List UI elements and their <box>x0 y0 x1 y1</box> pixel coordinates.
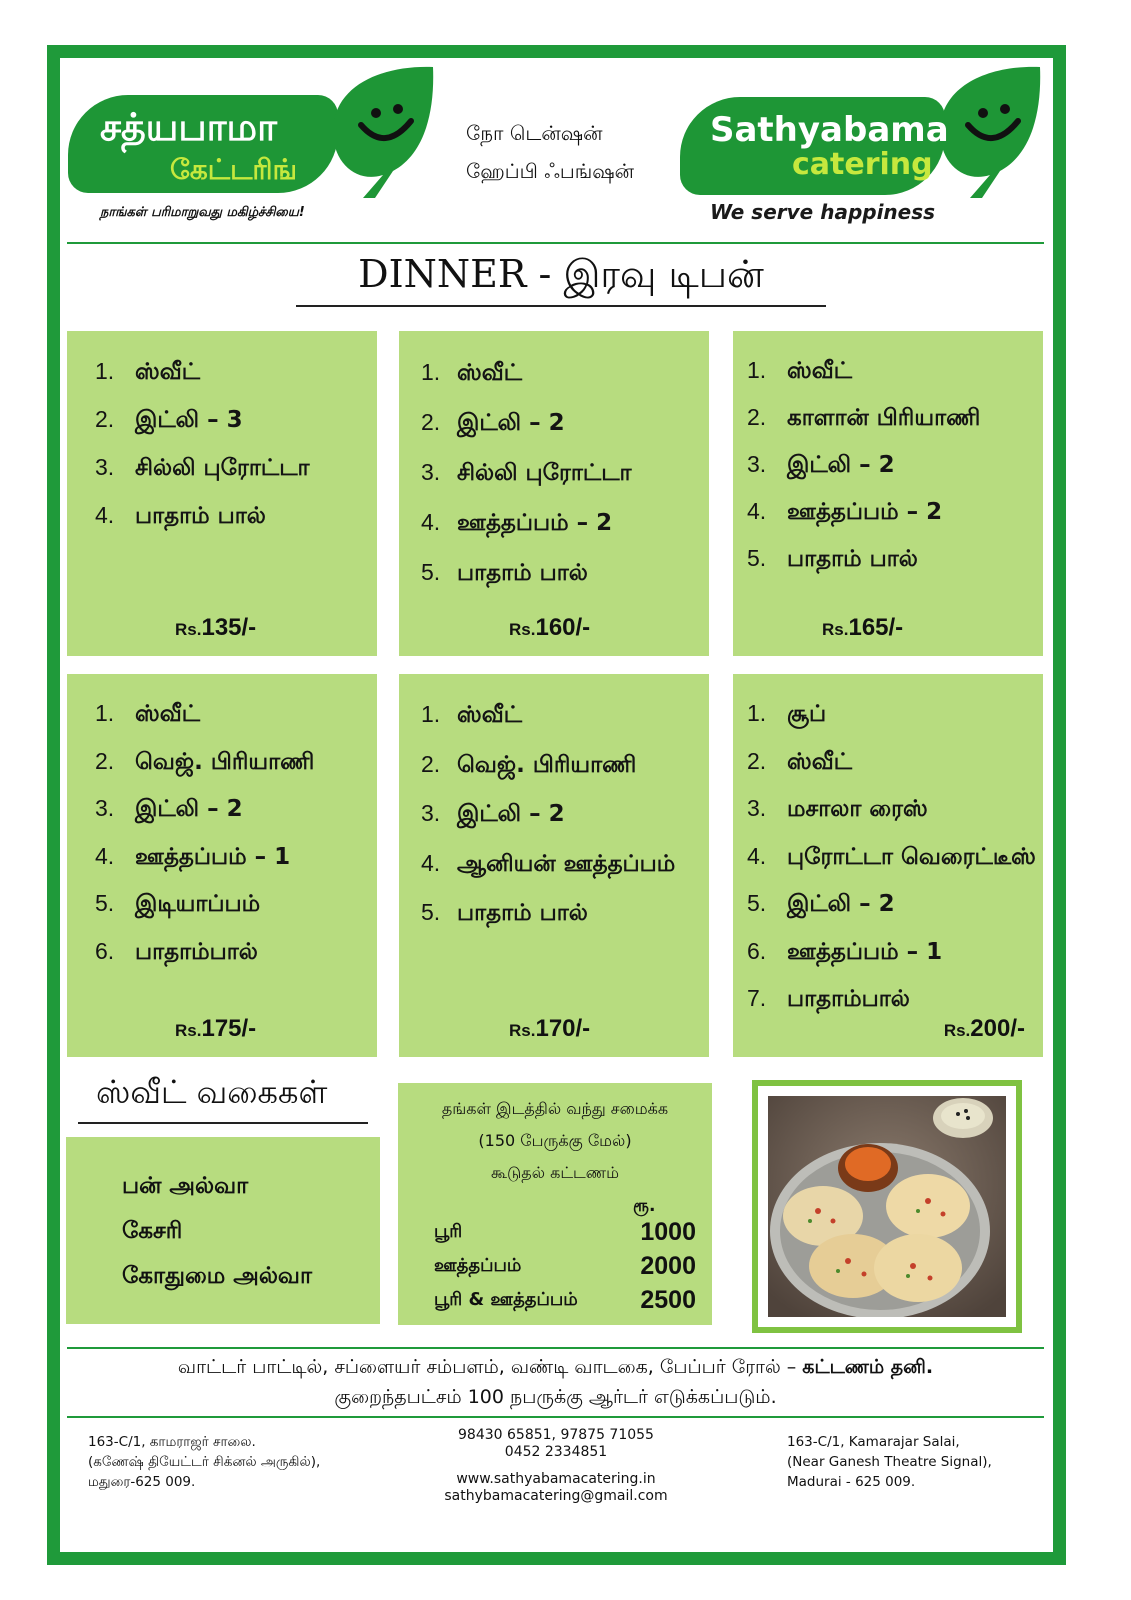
item-number: 2. <box>747 404 767 430</box>
extra-heading-line3: கூடுதல் கட்டணம் <box>490 1163 620 1182</box>
item-number: 4. <box>747 842 767 869</box>
footer-line: 163-C/1, Kamarajar Salai, <box>787 1434 960 1450</box>
list-item <box>95 491 310 539</box>
footer-website[interactable]: www.sathyabamacatering.in <box>456 1471 656 1487</box>
logo-tamil-name-line1: சத்யபாமா <box>100 105 277 149</box>
footer-contact <box>440 1427 672 1505</box>
list-item <box>747 833 1036 881</box>
price-currency: Rs. <box>943 1021 971 1040</box>
list-item <box>421 497 632 547</box>
list-item <box>421 397 632 447</box>
list-item <box>95 833 314 881</box>
price-value: 175/- <box>201 1015 257 1042</box>
list-item: கோதுமை அல்வா <box>122 1263 312 1289</box>
footer-spacer <box>440 1461 672 1471</box>
table-row <box>434 1283 696 1317</box>
smiley-leaf-icon <box>323 65 438 200</box>
item-name: பாதாம் பால் <box>457 560 588 586</box>
item-name: இட்லி – 2 <box>787 452 895 478</box>
list-item <box>747 394 980 441</box>
notes-line1-emphasis: கட்டணம் தனி. <box>802 1356 934 1378</box>
charge-label: ஊத்தப்பம் <box>434 1254 522 1276</box>
table-row <box>434 1249 696 1283</box>
item-name: இட்லி – 2 <box>457 410 565 436</box>
item-number: 2. <box>95 747 115 774</box>
list-item <box>421 690 675 740</box>
item-number: 2. <box>421 409 441 435</box>
menu-card-items <box>421 347 632 597</box>
logo-english-tagline: We serve happiness <box>710 200 936 224</box>
item-number: 1. <box>95 700 115 726</box>
charge-value: 1000 <box>640 1217 696 1246</box>
item-number: 4. <box>421 849 441 876</box>
extra-heading-line2: (150 பேருக்கு மேல்) <box>478 1131 632 1150</box>
menu-card-items <box>95 347 310 539</box>
item-name: ஸ்வீட் <box>787 748 853 775</box>
price-currency: Rs. <box>175 1021 202 1040</box>
item-name: இட்லி – 2 <box>135 796 243 822</box>
item-number: 4. <box>421 509 441 535</box>
list-item <box>747 441 980 488</box>
footer-phone-landline: 0452 2334851 <box>504 1444 608 1460</box>
list-item <box>95 928 314 976</box>
item-number: 2. <box>421 750 441 777</box>
item-number: 5. <box>421 559 441 585</box>
list-item <box>421 347 632 397</box>
item-number: 3. <box>747 795 767 821</box>
list-item <box>421 740 675 790</box>
menu-card-items <box>421 690 675 938</box>
item-name: புரோட்டா வெரைட்டீஸ் <box>787 843 1036 870</box>
item-number: 1. <box>747 357 767 383</box>
list-item <box>421 888 675 938</box>
menu-card-1 <box>67 331 377 656</box>
item-name: வெஜ். பிரியாணி <box>135 748 315 775</box>
food-photo <box>752 1080 1022 1333</box>
item-name: இட்லி – 2 <box>457 801 565 827</box>
list-item <box>95 347 310 395</box>
price-value: 165/- <box>848 614 904 641</box>
menu-card-price <box>822 614 903 642</box>
extra-charges-heading <box>398 1093 712 1189</box>
list-item <box>747 690 1036 738</box>
item-number: 5. <box>747 890 767 916</box>
menu-card-price <box>944 1015 1025 1043</box>
footer-line: Madurai - 625 009. <box>787 1474 916 1490</box>
item-name: ஊத்தப்பம் – 1 <box>787 938 943 965</box>
item-number: 3. <box>95 795 115 821</box>
item-number: 4. <box>95 842 115 869</box>
header-divider <box>67 242 1044 244</box>
price-currency: Rs. <box>175 620 202 639</box>
menu-title: DINNER - இரவு டிபன் <box>358 252 764 296</box>
item-number: 5. <box>421 899 441 925</box>
menu-card-items <box>95 690 314 975</box>
slogan-line1: நோ டென்ஷன் <box>466 121 603 145</box>
item-number: 2. <box>747 747 767 774</box>
notes-divider <box>67 1347 1044 1349</box>
notes-line2: குறைந்தபட்சம் 100 நபருக்கு ஆர்டர் எடுக்கப்படும். <box>334 1386 777 1408</box>
logo-english <box>680 65 1060 235</box>
item-name: பாதாம்பால் <box>787 986 910 1012</box>
item-name: ஸ்வீட் <box>135 701 201 727</box>
item-number: 2. <box>95 406 115 432</box>
list-item <box>747 928 1036 976</box>
menu-card-price <box>509 1015 590 1043</box>
notes-line1-text: வாட்டர் பாட்டில், சப்ளையர் சம்பளம், வண்டி வாடகை, பேப்பர் ரோல் – <box>177 1356 803 1378</box>
item-name: இட்லி – 3 <box>135 407 243 433</box>
menu-title-underline <box>296 305 826 307</box>
menu-card-price <box>175 1015 256 1043</box>
logo-tamil-name-line2: கேட்டரிங் <box>170 153 298 186</box>
item-name: ஆனியன் ஊத்தப்பம் <box>457 850 676 877</box>
menu-card-6 <box>733 674 1043 1057</box>
item-number: 3. <box>95 454 115 480</box>
price-currency: Rs. <box>509 620 536 639</box>
footer-line: (Near Ganesh Theatre Signal), <box>787 1454 992 1470</box>
menu-card-2 <box>399 331 709 656</box>
slogan <box>466 114 634 190</box>
footer-divider <box>67 1416 1044 1418</box>
item-name: இட்லி – 2 <box>787 891 895 917</box>
extra-heading-line1: தங்கள் இடத்தில் வந்து சமைக்க <box>441 1099 669 1118</box>
item-name: சூப் <box>787 701 827 727</box>
item-name: வெஜ். பிரியாணி <box>457 751 637 778</box>
extra-charges-table <box>434 1215 696 1317</box>
footer-phone-mobile: 98430 65851, 97875 71055 <box>458 1427 654 1443</box>
item-number: 3. <box>421 800 441 826</box>
notes <box>67 1352 1044 1412</box>
table-row <box>434 1215 696 1249</box>
item-number: 3. <box>747 451 767 477</box>
item-number: 7. <box>747 985 767 1011</box>
menu-card-items <box>747 347 980 582</box>
item-name: ஊத்தப்பம் – 1 <box>135 843 291 870</box>
item-number: 3. <box>421 459 441 485</box>
footer-line: (கணேஷ் தியேட்டர் சிக்னல் அருகில்), <box>88 1454 321 1470</box>
item-name: ஸ்வீட் <box>457 360 523 386</box>
slogan-line2: ஹேப்பி ஃபங்ஷன் <box>466 159 635 183</box>
menu-card-items <box>747 690 1036 1023</box>
charge-value: 2000 <box>640 1251 696 1280</box>
item-name: பாதாம் பால் <box>787 546 918 572</box>
list-item <box>747 347 980 394</box>
charge-label: பூரி <box>434 1220 463 1242</box>
price-value: 160/- <box>535 614 591 641</box>
item-name: ஸ்வீட் <box>135 359 201 385</box>
extra-charges-box <box>398 1083 712 1325</box>
sweets-box <box>66 1137 380 1324</box>
menu-card-price <box>509 614 590 642</box>
logo-english-name-line2: catering <box>792 147 933 182</box>
item-name: ஸ்வீட் <box>457 702 523 728</box>
list-item <box>421 789 675 839</box>
item-name: ஊத்தப்பம் – 2 <box>457 510 613 536</box>
item-number: 4. <box>95 502 115 528</box>
item-number: 1. <box>421 701 441 727</box>
item-name: சில்லி புரோட்டா <box>457 460 632 486</box>
menu-card-3 <box>733 331 1043 656</box>
list-item <box>747 785 1036 833</box>
charge-label: பூரி & ஊத்தப்பம் <box>434 1288 578 1310</box>
list-item <box>747 535 980 582</box>
list-item <box>747 738 1036 786</box>
list-item <box>95 395 310 443</box>
footer-line: மதுரை-625 009. <box>88 1474 196 1490</box>
logo-tamil-tagline: நாங்கள் பரிமாறுவது மகிழ்ச்சியை! <box>100 205 305 220</box>
footer-email[interactable]: sathybamacatering@gmail.com <box>444 1488 668 1504</box>
list-item <box>421 547 632 597</box>
item-name: மசாலா ரைஸ் <box>787 796 928 822</box>
list-item <box>95 690 314 738</box>
item-name: இடியாப்பம் <box>135 891 261 917</box>
item-name: பாதாம்பால் <box>135 938 258 965</box>
list-item: கேசரி <box>122 1218 183 1244</box>
footer-address-english <box>787 1432 992 1492</box>
item-name: ஸ்வீட் <box>787 358 853 384</box>
price-currency: Rs. <box>509 1021 536 1040</box>
item-name: பாதாம் பால் <box>457 900 588 926</box>
food-photo-image <box>768 1096 1006 1317</box>
footer-address-tamil <box>88 1432 320 1492</box>
list-item <box>95 785 314 833</box>
item-name: சில்லி புரோட்டா <box>135 455 310 481</box>
list-item <box>747 880 1036 928</box>
sweets-title-underline <box>78 1122 368 1124</box>
item-number: 5. <box>95 890 115 916</box>
list-item <box>747 488 980 535</box>
list-item <box>421 839 675 889</box>
list-item <box>95 443 310 491</box>
item-number: 1. <box>95 358 115 384</box>
item-number: 1. <box>747 700 767 726</box>
menu-card-5 <box>399 674 709 1057</box>
sweets-title: ஸ்வீட் வகைகள் <box>96 1073 328 1111</box>
item-number: 5. <box>747 545 767 571</box>
menu-card-4 <box>67 674 377 1057</box>
item-name: காளான் பிரியாணி <box>787 405 981 431</box>
logo-tamil <box>68 65 433 235</box>
price-value: 200/- <box>970 1015 1025 1042</box>
list-item: பன் அல்வா <box>122 1173 249 1199</box>
list-item <box>95 738 314 786</box>
footer-line: 163-C/1, காமராஜர் சாலை. <box>88 1434 256 1450</box>
item-number: 6. <box>747 937 767 964</box>
price-currency: Rs. <box>822 620 849 639</box>
extra-currency-label: ரூ. <box>633 1196 656 1216</box>
notes-line1 <box>67 1352 1044 1382</box>
logo-english-name-line1: Sathyabama <box>710 110 949 150</box>
charge-value: 2500 <box>640 1285 696 1314</box>
price-value: 170/- <box>535 1015 591 1042</box>
menu-card-price <box>175 614 256 642</box>
sweets-list <box>122 1164 312 1299</box>
list-item <box>421 447 632 497</box>
item-number: 6. <box>95 937 115 964</box>
item-name: ஊத்தப்பம் – 2 <box>787 499 943 525</box>
list-item <box>95 880 314 928</box>
item-name: பாதாம் பால் <box>135 503 266 529</box>
price-value: 135/- <box>201 614 257 641</box>
item-number: 1. <box>421 359 441 385</box>
item-number: 4. <box>747 498 767 524</box>
